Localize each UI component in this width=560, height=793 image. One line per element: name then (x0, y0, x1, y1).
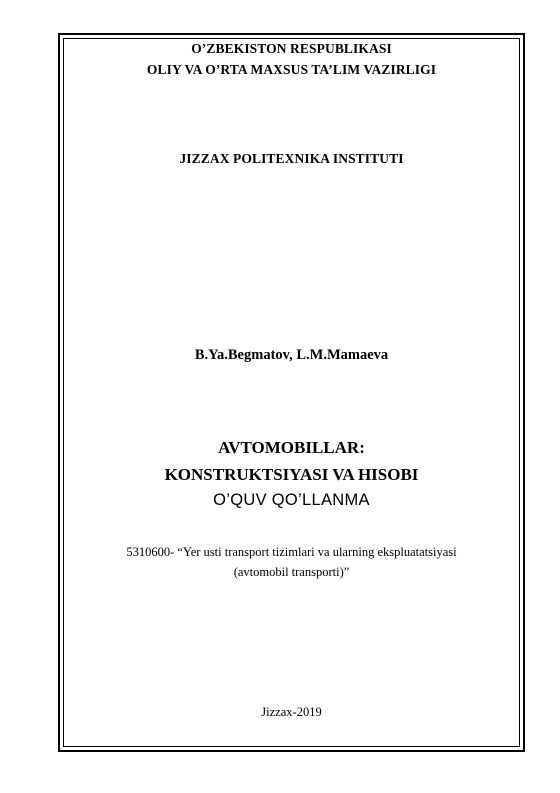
authors: B.Ya.Begmatov, L.M.Mamaeva (194, 347, 389, 363)
ministry-heading: OLIY VA O’RTA MAXSUS TA’LIM VAZIRLIGI (146, 62, 437, 77)
page-border-inner (63, 38, 520, 747)
country-heading: O’ZBEKISTON RESPUBLIKASI (191, 41, 392, 56)
title-line-1: AVTOMOBILLAR: (218, 438, 365, 457)
institute-heading: JIZZAX POLITEXNIKA INSTITUTI (179, 151, 404, 166)
imprint: Jizzax-2019 (261, 705, 322, 719)
title-line-2: KONSTRUKTSIYASI VA HISOBI (164, 465, 419, 484)
specialty-line-1: 5310600- “Yer usti transport tizimlari va ularning ekspluatatsiyasi (126, 545, 457, 559)
specialty-line-2: (avtomobil transporti)” (233, 565, 350, 579)
publication-type: O’QUV QO’LLANMA (213, 491, 370, 509)
